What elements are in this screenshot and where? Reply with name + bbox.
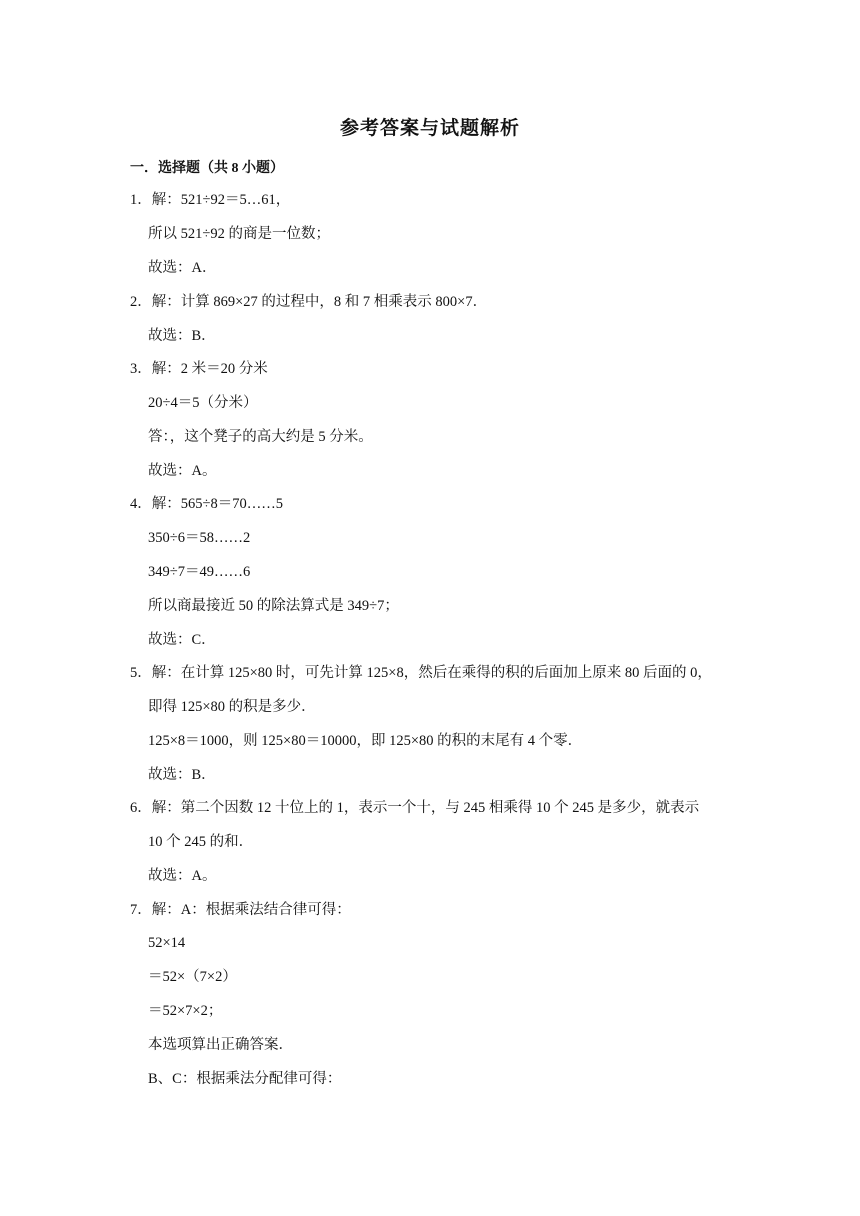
answer-line: 故选：C．	[148, 632, 216, 648]
answer-line: 所以 521÷92 的商是一位数；	[148, 226, 330, 242]
answer-line: 即得 125×80 的积是多少．	[148, 699, 316, 715]
answer-line: 52×14	[148, 935, 186, 951]
answer-line: 3．解：2 米＝20 分米	[130, 361, 268, 377]
answer-line: 20÷4＝5（分米）	[148, 395, 258, 411]
answer-line: 7．解：A：根据乘法结合律可得：	[130, 902, 351, 918]
answer-line: ＝52×（7×2）	[148, 969, 237, 985]
page-title: 参考答案与试题解析	[339, 118, 520, 139]
answer-line: 故选：B．	[148, 328, 216, 344]
answer-line: 10 个 245 的和．	[148, 834, 254, 850]
answer-line: 1．解：521÷92＝5…61，	[130, 192, 291, 208]
answer-line: ＝52×7×2；	[148, 1003, 223, 1019]
answer-line: 答：，这个凳子的高大约是 5 分米。	[148, 429, 373, 445]
answer-line: 349÷7＝49……6	[148, 564, 251, 580]
answer-line: 故选：A．	[148, 260, 217, 276]
answer-line: B、C：根据乘法分配律可得：	[148, 1071, 342, 1087]
answer-line: 5．解：在计算 125×80 时，可先计算 125×8，然后在乘得的积的后面加上原来 80 后面的 0，	[130, 665, 712, 681]
answer-line: 6．解：第二个因数 12 十位上的 1，表示一个十，与 245 相乘得 10 个 245 是多少，就表示	[130, 800, 700, 816]
answer-line: 故选：A。	[148, 868, 217, 884]
answer-line: 本选项算出正确答案．	[148, 1037, 293, 1053]
answer-line: 4．解：565÷8＝70……5	[130, 496, 283, 512]
answer-line: 故选：A。	[148, 463, 217, 479]
answer-line: 350÷6＝58……2	[148, 530, 251, 546]
answer-line: 125×8＝1000，则 125×80＝10000，即 125×80 的积的末尾有 4 个零．	[148, 733, 583, 749]
answer-line: 2．解：计算 869×27 的过程中，8 和 7 相乘表示 800×7．	[130, 294, 488, 310]
answer-line: 故选：B．	[148, 767, 216, 783]
answer-line: 所以商最接近 50 的除法算式是 349÷7；	[148, 598, 399, 614]
section-heading: 一．选择题（共 8 小题）	[130, 161, 284, 176]
